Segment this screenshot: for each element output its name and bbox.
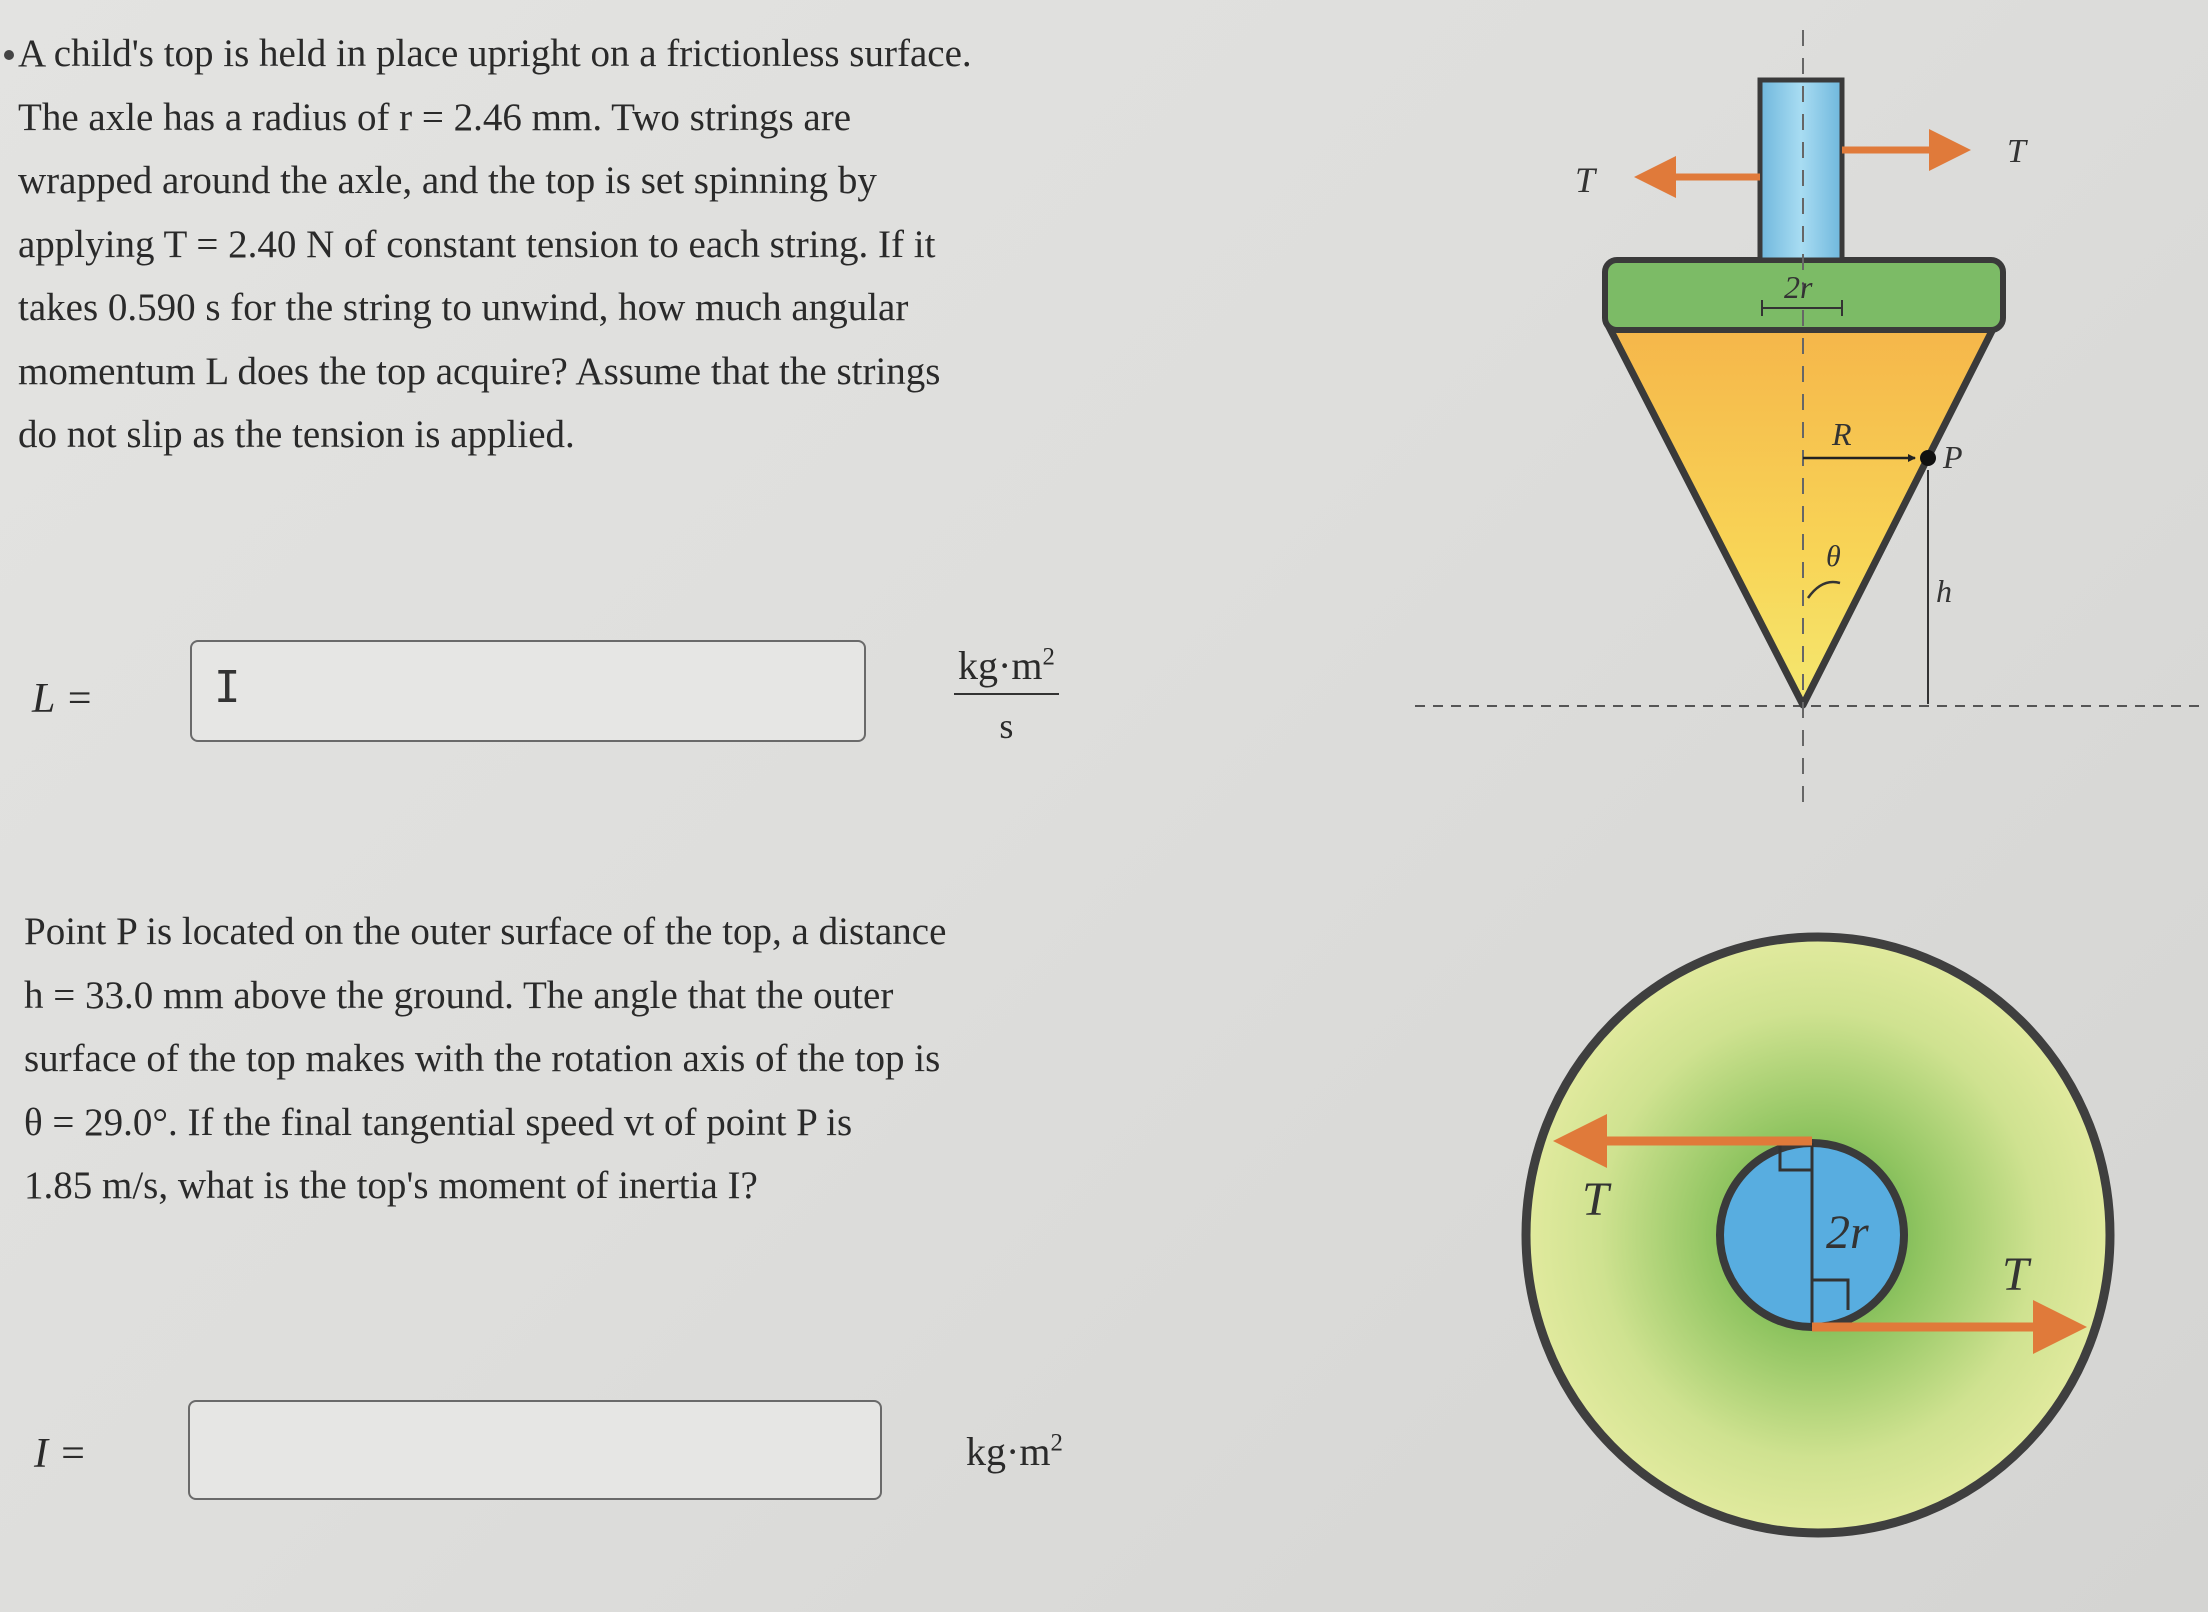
label-h: h xyxy=(1936,573,1952,609)
top-view-diagram xyxy=(1526,937,2110,1533)
unit-denominator: s xyxy=(999,706,1014,746)
answer-1-label: L = xyxy=(32,676,94,722)
label-theta: θ xyxy=(1826,540,1841,573)
label-T-left: T xyxy=(1575,160,1596,200)
axle xyxy=(1760,80,1842,260)
question-2-line: 1.85 m/s, what is the top's moment of inertia I? xyxy=(24,1164,758,1207)
question-1-line: The axle has a radius of r = 2.46 mm. Two strings are xyxy=(18,95,852,139)
text-cursor-icon: I xyxy=(214,662,241,713)
label-T-right: T xyxy=(2007,133,2026,170)
question-1-line: momentum L does the top acquire? Assume that the strings xyxy=(18,349,941,393)
question-1-line: do not slip as the tension is applied. xyxy=(18,413,575,456)
unit-exponent: 2 xyxy=(1042,643,1055,671)
question-1-line: A child's top is held in place upright on a frictionless surface. xyxy=(18,32,972,75)
label-T-top-right: T xyxy=(2002,1248,2029,1301)
question-2-line: h = 33.0 mm above the ground. The angle that the outer xyxy=(24,973,894,1017)
question-2-line: Point P is located on the outer surface of the top, a distance xyxy=(24,910,947,953)
unit-numerator-text: kg·m xyxy=(958,643,1043,688)
question-2-line: θ = 29.0°. If the final tangential speed vt of point P is xyxy=(24,1100,853,1144)
label-T-top-left: T xyxy=(1582,1173,1609,1226)
question-1-line: takes 0.590 s for the string to unwind, how much angular xyxy=(18,286,909,329)
answer-2-label: I = xyxy=(34,1431,87,1477)
label-P: P xyxy=(1943,439,1963,475)
unit-text: kg·m xyxy=(966,1429,1051,1474)
unit-exponent: 2 xyxy=(1050,1429,1063,1457)
question-1-line: wrapped around the axle, and the top is set spinning by xyxy=(18,159,877,202)
question-2-line: surface of the top makes with the rotation axis of the top is xyxy=(24,1037,941,1080)
label-R: R xyxy=(1832,416,1852,452)
cone-body xyxy=(1608,325,1995,705)
question-1-line: applying T = 2.40 N of constant tension to each string. If it xyxy=(18,222,936,266)
side-view-diagram xyxy=(1415,30,2200,810)
label-2r-top: 2r xyxy=(1826,1206,1869,1259)
point-P xyxy=(1920,450,1936,466)
label-2r: 2r xyxy=(1784,269,1813,305)
